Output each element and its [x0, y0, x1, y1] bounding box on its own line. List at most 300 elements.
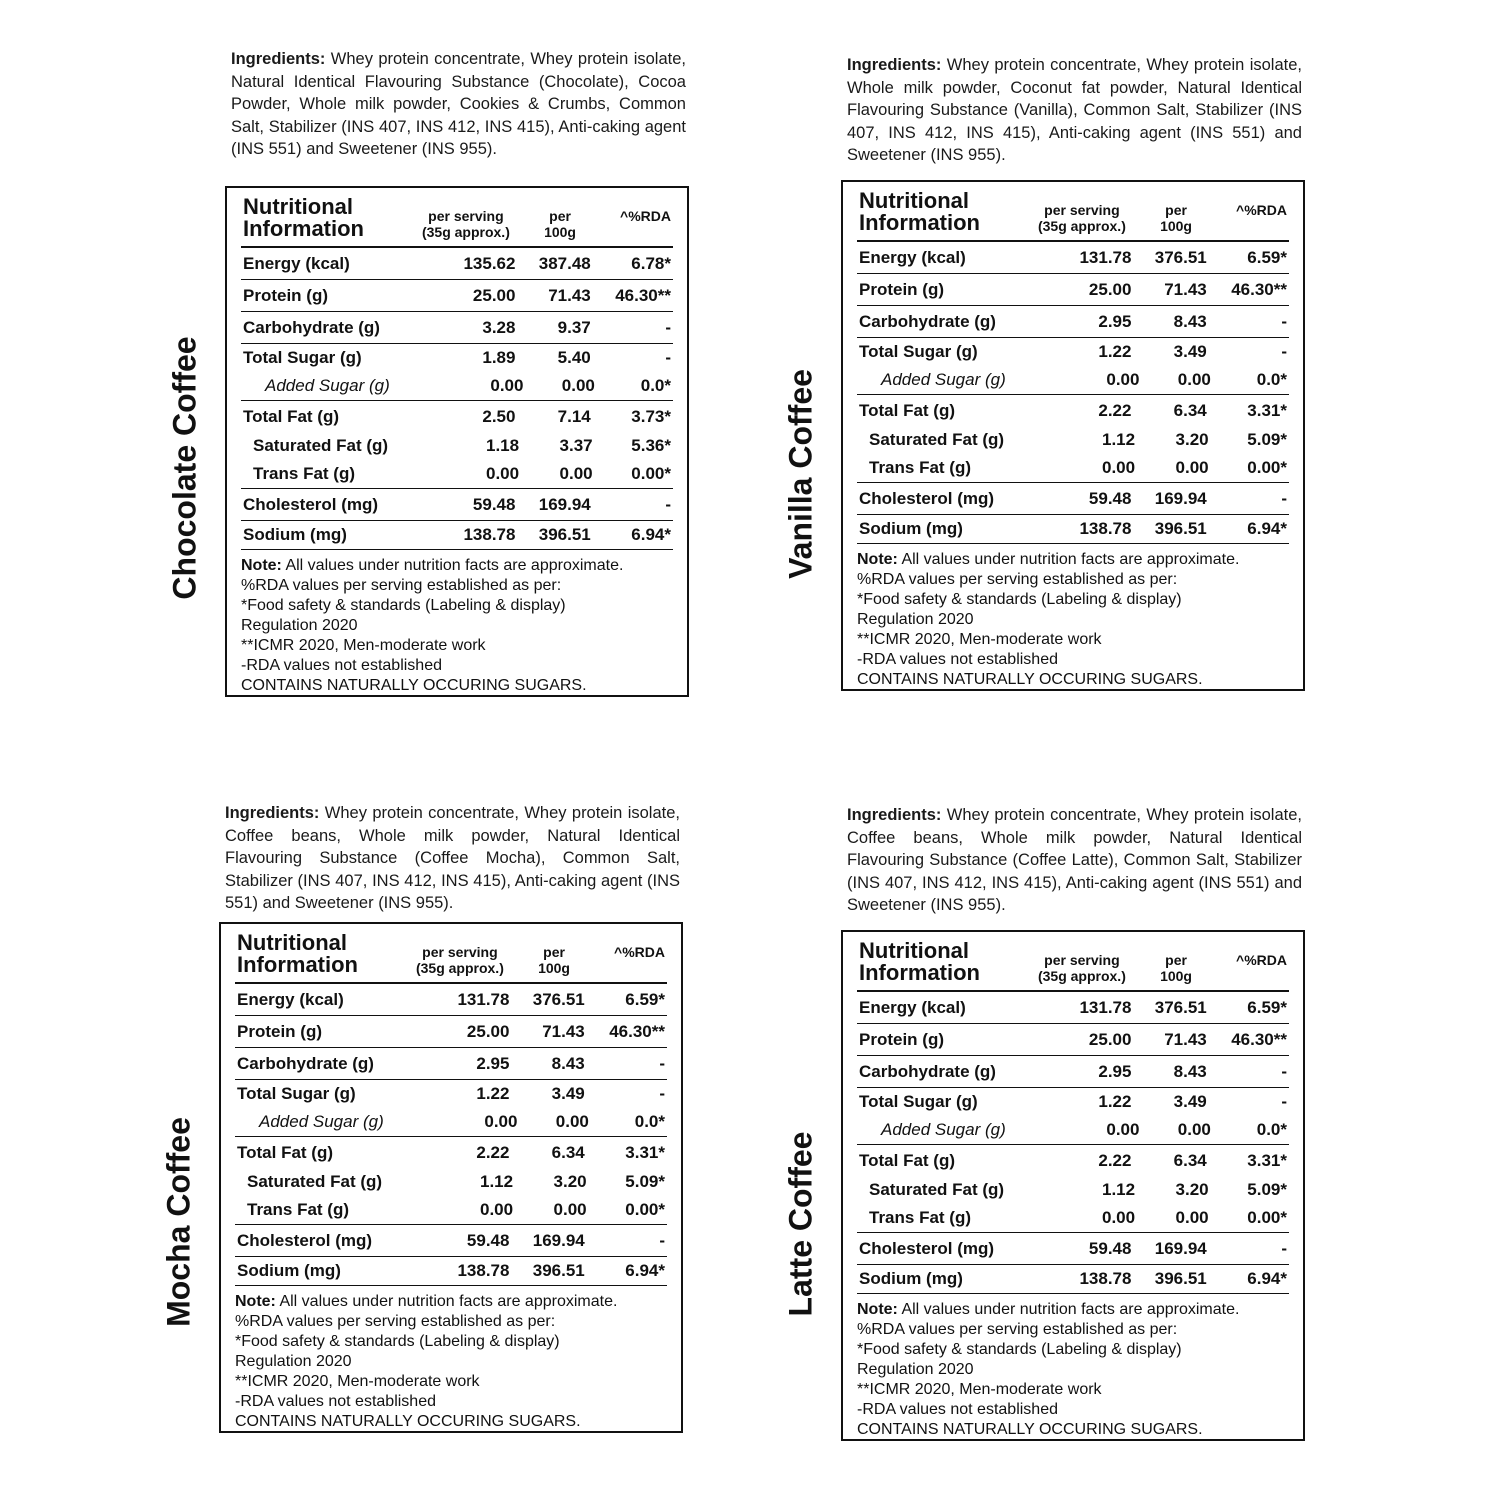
per-100g-value: 7.14	[557, 406, 591, 426]
per-100g-value: 0.00	[1177, 370, 1211, 389]
rda-value: 46.30**	[1231, 1029, 1287, 1049]
col-per-100g-line1: per	[1165, 202, 1187, 218]
nutrient-row	[857, 242, 1289, 274]
per-serving-value: 138.78	[1079, 519, 1132, 538]
nutrient-name: Cholesterol (mg)	[859, 1238, 995, 1258]
nutrient-name: Carbohydrate (g)	[243, 317, 380, 337]
col-per-serving-line2: (35g approx.)	[1037, 218, 1126, 234]
rda-value: 5.09*	[625, 1172, 665, 1191]
nutrient-row	[857, 274, 1289, 306]
nutrient-name: Added Sugar (g)	[881, 1120, 1006, 1139]
rda-value: -	[1281, 311, 1287, 331]
per-100g-value: 8.43	[1173, 311, 1207, 331]
flavour-title: Latte Coffee	[782, 1131, 819, 1317]
rda-value: 0.00*	[1247, 1208, 1287, 1227]
rda-value: 46.30**	[1231, 279, 1287, 299]
nutrient-row	[235, 984, 667, 1016]
nutrient-name: Total Sugar (g)	[243, 348, 362, 367]
per-100g-value: 3.20	[553, 1172, 587, 1191]
nutrient-name: Added Sugar (g)	[881, 370, 1006, 389]
nutrient-row	[857, 426, 1289, 454]
per-100g-value: 376.51	[1154, 247, 1207, 267]
nutrient-name: Protein (g)	[859, 279, 944, 299]
nutrient-name: Energy (kcal)	[859, 247, 966, 267]
nutrient-row	[857, 1056, 1289, 1088]
per-serving-value: 1.22	[1098, 1092, 1132, 1111]
note-line: %RDA values per serving established as per:	[235, 1313, 556, 1330]
per-serving-value: 135.62	[463, 253, 516, 273]
nutrition-table	[225, 186, 689, 697]
per-100g-value: 396.51	[1154, 1269, 1207, 1288]
nutrient-row	[235, 1196, 667, 1225]
per-100g-value: 71.43	[542, 1021, 585, 1041]
nutrient-name: Energy (kcal)	[859, 997, 966, 1017]
per-100g-value: 3.49	[1173, 342, 1207, 361]
notes	[857, 1300, 1289, 1440]
ingredients-list: Whey protein concentrate, Whey protein isolate, Coffee beans, Whole milk powder, Natural Identical Flavouring Substance (Coffee Latte), Common Salt, Stabilizer (INS 407, INS 412, INS 415), Anti-caking agent (INS 551) and Sweetener (INS 955).	[847, 806, 1302, 914]
nutrient-name: Cholesterol (mg)	[859, 488, 995, 508]
ingredients-list: Whey protein concentrate, Whey protein isolate, Whole milk powder, Coconut fat powder, Natural Identical Flavouring Substance (Vanilla), Common Salt, Stabilizer (INS 407, INS 412, INS 415), Anti-caking agent (INS 551) and Sweetener (INS 955).	[847, 56, 1302, 164]
col-per-100g-line2: 100g	[538, 960, 570, 976]
note-text: All values under nutrition facts are approximate.	[897, 551, 1240, 568]
rda-value: 6.78*	[631, 253, 671, 273]
col-per-100g-line1: per	[549, 208, 571, 224]
col-per-serving-line1: per serving	[1044, 202, 1120, 218]
per-100g-value: 387.48	[538, 253, 591, 273]
rda-value: -	[1281, 1092, 1287, 1111]
col-per-serving-line2: (35g approx.)	[1037, 968, 1126, 984]
nutrient-row	[857, 1176, 1289, 1204]
nutrient-name: Energy (kcal)	[243, 253, 350, 273]
note-line: Regulation 2020	[241, 617, 358, 634]
rda-value: 0.0*	[640, 376, 671, 395]
table-title	[859, 190, 1027, 234]
rda-value: 3.31*	[1247, 1150, 1287, 1170]
nutrition-table	[841, 930, 1305, 1441]
rda-value: -	[1281, 342, 1287, 361]
nutrition-panel	[776, 54, 1416, 734]
ingredients-text	[231, 48, 686, 161]
nutrition-table	[219, 922, 683, 1433]
rda-value: 0.0*	[634, 1112, 665, 1131]
rda-value: 5.36*	[631, 436, 671, 455]
rda-value: 6.94*	[1247, 519, 1287, 538]
per-serving-value: 59.48	[1088, 1238, 1132, 1258]
flavour-title: Mocha Coffee	[160, 1117, 197, 1327]
per-serving-value: 131.78	[1079, 997, 1132, 1017]
per-serving-value: 3.28	[482, 317, 516, 337]
note-line: *Food safety & standards (Labeling & display)	[235, 1333, 560, 1350]
table-header	[241, 192, 673, 248]
nutrient-name: Total Fat (g)	[237, 1142, 333, 1162]
rda-value: 6.94*	[625, 1261, 665, 1280]
col-per-serving	[1027, 952, 1136, 984]
rda-value: 0.0*	[1256, 370, 1287, 389]
rda-value: 6.59*	[1247, 997, 1287, 1017]
nutrient-name: Carbohydrate (g)	[859, 311, 996, 331]
nutrient-name: Protein (g)	[237, 1021, 322, 1041]
nutrient-name: Carbohydrate (g)	[237, 1053, 374, 1073]
rda-value: 0.00*	[631, 464, 671, 483]
table-title-line1: Nutritional	[859, 188, 969, 213]
note-label: Note:	[857, 1301, 898, 1318]
col-per-serving-line1: per serving	[428, 208, 504, 224]
nutrient-row	[235, 1137, 667, 1168]
per-100g-value: 0.00	[555, 1112, 589, 1131]
nutrient-row	[235, 1225, 667, 1257]
nutrient-row	[241, 432, 673, 460]
flavour-title-wrap	[160, 198, 210, 738]
nutrient-name: Energy (kcal)	[237, 989, 344, 1009]
note-line: %RDA values per serving established as per:	[857, 571, 1178, 588]
nutrient-name: Protein (g)	[859, 1029, 944, 1049]
rda-value: 46.30**	[615, 285, 671, 305]
per-100g-value: 376.51	[1154, 997, 1207, 1017]
rda-value: 3.31*	[625, 1142, 665, 1162]
nutrient-row	[241, 280, 673, 312]
per-serving-value: 2.22	[1098, 400, 1132, 420]
note-line: **ICMR 2020, Men-moderate work	[857, 631, 1102, 648]
per-100g-value: 8.43	[551, 1053, 585, 1073]
note-line: CONTAINS NATURALLY OCCURING SUGARS.	[857, 671, 1203, 688]
table-title	[243, 196, 411, 240]
nutrient-row	[857, 483, 1289, 515]
nutrient-name: Sodium (mg)	[243, 525, 347, 544]
per-100g-value: 376.51	[532, 989, 585, 1009]
col-per-100g-line2: 100g	[1160, 968, 1192, 984]
col-rda-label: ^%RDA	[1236, 202, 1287, 218]
note-label: Note:	[857, 551, 898, 568]
per-100g-value: 6.34	[1173, 400, 1207, 420]
col-per-serving-line2: (35g approx.)	[421, 224, 510, 240]
per-serving-value: 0.00	[485, 464, 520, 483]
nutrient-name: Sodium (mg)	[859, 519, 963, 538]
nutrient-name: Sodium (mg)	[859, 1269, 963, 1288]
note-line: -RDA values not established	[235, 1393, 436, 1410]
col-per-100g	[1136, 202, 1215, 234]
note-line: **ICMR 2020, Men-moderate work	[241, 637, 486, 654]
col-per-serving	[411, 208, 520, 240]
nutrition-panel	[160, 48, 800, 728]
note-first-line	[241, 556, 673, 576]
flavour-title-wrap	[154, 952, 204, 1492]
note-line: -RDA values not established	[241, 657, 442, 674]
nutrient-name: Cholesterol (mg)	[237, 1230, 373, 1250]
table-title-line2: Information	[237, 952, 358, 977]
note-line: *Food safety & standards (Labeling & display)	[857, 1341, 1182, 1358]
table-title	[859, 940, 1027, 984]
per-serving-value: 1.12	[479, 1172, 514, 1191]
nutrient-row	[235, 1168, 667, 1196]
col-per-100g-line1: per	[1165, 952, 1187, 968]
per-serving-value: 131.78	[457, 989, 510, 1009]
note-line: CONTAINS NATURALLY OCCURING SUGARS.	[235, 1413, 581, 1430]
note-line: **ICMR 2020, Men-moderate work	[235, 1373, 480, 1390]
per-serving-value: 25.00	[466, 1021, 510, 1041]
note-first-line	[235, 1292, 667, 1312]
nutrient-row	[857, 1116, 1289, 1145]
rda-value: 3.73*	[631, 406, 671, 426]
per-100g-value: 169.94	[532, 1230, 585, 1250]
per-100g-value: 3.20	[1175, 1180, 1209, 1199]
col-rda	[1216, 952, 1287, 984]
nutrient-row	[235, 1108, 667, 1137]
per-serving-value: 2.95	[1098, 1061, 1132, 1081]
per-serving-value: 1.22	[476, 1084, 510, 1103]
nutrient-row	[235, 1080, 667, 1108]
col-rda-label: ^%RDA	[614, 944, 665, 960]
rda-value: -	[659, 1084, 665, 1103]
rda-value: 0.00*	[625, 1200, 665, 1219]
nutrient-name: Sodium (mg)	[237, 1261, 341, 1280]
note-line: *Food safety & standards (Labeling & display)	[241, 597, 566, 614]
nutrient-row	[241, 248, 673, 280]
per-serving-value: 2.22	[1098, 1150, 1132, 1170]
rda-value: 0.0*	[1256, 1120, 1287, 1139]
ingredients-label: Ingredients:	[847, 56, 942, 74]
nutrient-row	[857, 366, 1289, 395]
per-serving-value: 0.00	[1101, 1208, 1136, 1227]
note-first-line	[857, 550, 1289, 570]
note-line: **ICMR 2020, Men-moderate work	[857, 1381, 1102, 1398]
col-per-serving-line1: per serving	[422, 944, 498, 960]
per-100g-value: 8.43	[1173, 1061, 1207, 1081]
per-serving-value: 2.50	[482, 406, 516, 426]
nutrient-row	[857, 1145, 1289, 1176]
col-rda	[1216, 202, 1287, 234]
rda-value: -	[659, 1230, 665, 1250]
rda-value: -	[665, 317, 671, 337]
rda-value: 6.94*	[631, 525, 671, 544]
col-per-100g-line2: 100g	[544, 224, 576, 240]
nutrient-name: Trans Fat (g)	[869, 1208, 972, 1227]
note-line: *Food safety & standards (Labeling & display)	[857, 591, 1182, 608]
ingredients-list: Whey protein concentrate, Whey protein isolate, Coffee beans, Whole milk powder, Natural Identical Flavouring Substance (Coffee Mocha), Common Salt, Stabilizer (INS 407, INS 412, INS 415), Anti-caking agent (INS 551) and Sweetener (INS 955).	[225, 804, 680, 912]
ingredients-label: Ingredients:	[225, 804, 320, 822]
per-serving-value: 2.22	[476, 1142, 510, 1162]
per-serving-value: 1.89	[482, 348, 516, 367]
nutrient-row	[857, 395, 1289, 426]
col-per-100g	[514, 944, 593, 976]
per-serving-value: 0.00	[1106, 370, 1140, 389]
note-line: Regulation 2020	[857, 611, 974, 628]
rda-value: 5.09*	[1247, 430, 1287, 449]
nutrient-name: Cholesterol (mg)	[243, 494, 379, 514]
col-per-100g	[1136, 952, 1215, 984]
nutrient-row	[857, 1233, 1289, 1265]
per-100g-value: 71.43	[1164, 1029, 1207, 1049]
table-title-line2: Information	[859, 210, 980, 235]
ingredients-text	[847, 804, 1302, 917]
per-serving-value: 138.78	[457, 1261, 510, 1280]
nutrient-row	[241, 344, 673, 372]
per-serving-value: 1.12	[1101, 430, 1136, 449]
nutrient-name: Trans Fat (g)	[869, 458, 972, 477]
nutrient-name: Protein (g)	[243, 285, 328, 305]
note-text: All values under nutrition facts are approximate.	[275, 1293, 618, 1310]
note-text: All values under nutrition facts are approximate.	[897, 1301, 1240, 1318]
per-serving-value: 25.00	[1088, 1029, 1132, 1049]
per-100g-value: 71.43	[1164, 279, 1207, 299]
per-100g-value: 0.00	[559, 464, 593, 483]
ingredients-label: Ingredients:	[847, 806, 942, 824]
rda-value: -	[1281, 488, 1287, 508]
col-per-100g	[520, 208, 599, 240]
per-serving-value: 0.00	[490, 376, 524, 395]
nutrient-name: Added Sugar (g)	[265, 376, 390, 395]
nutrient-row	[857, 515, 1289, 544]
per-serving-value: 138.78	[1079, 1269, 1132, 1288]
col-per-serving	[405, 944, 514, 976]
table-header	[235, 928, 667, 984]
table-header	[857, 186, 1289, 242]
notes	[857, 550, 1289, 690]
note-line: CONTAINS NATURALLY OCCURING SUGARS.	[241, 677, 587, 694]
per-serving-value: 1.12	[1101, 1180, 1136, 1199]
col-rda-label: ^%RDA	[620, 208, 671, 224]
table-title-line2: Information	[859, 960, 980, 985]
note-line: Regulation 2020	[857, 1361, 974, 1378]
col-per-serving	[1027, 202, 1136, 234]
ingredients-list: Whey protein concentrate, Whey protein isolate, Natural Identical Flavouring Substance (Chocolate), Cocoa Powder, Whole milk powder, Cookies & Crumbs, Common Salt, Stabilizer (INS 407, INS 412, INS 415), Anti-caking agent (INS 551) and Sweetener (INS 955).	[231, 50, 686, 158]
per-serving-value: 2.95	[476, 1053, 510, 1073]
nutrient-name: Carbohydrate (g)	[859, 1061, 996, 1081]
per-serving-value: 1.22	[1098, 342, 1132, 361]
nutrient-name: Saturated Fat (g)	[869, 1180, 1005, 1199]
rda-value: -	[665, 348, 671, 367]
nutrition-panel	[776, 804, 1416, 1484]
per-100g-value: 0.00	[1175, 1208, 1209, 1227]
nutrient-row	[857, 1204, 1289, 1233]
rda-value: 6.94*	[1247, 1269, 1287, 1288]
nutrient-row	[857, 1265, 1289, 1294]
ingredients-label: Ingredients:	[231, 50, 326, 68]
per-serving-value: 2.95	[1098, 311, 1132, 331]
per-100g-value: 3.20	[1175, 430, 1209, 449]
table-title-line1: Nutritional	[859, 938, 969, 963]
per-100g-value: 169.94	[1154, 488, 1207, 508]
rda-value: 6.59*	[625, 989, 665, 1009]
per-100g-value: 3.37	[559, 436, 593, 455]
per-100g-value: 6.34	[1173, 1150, 1207, 1170]
rda-value: -	[659, 1053, 665, 1073]
nutrient-name: Saturated Fat (g)	[253, 436, 389, 455]
note-label: Note:	[241, 557, 282, 574]
per-100g-value: 3.49	[1173, 1092, 1207, 1111]
rda-value: 6.59*	[1247, 247, 1287, 267]
col-per-100g-line2: 100g	[1160, 218, 1192, 234]
rda-value: -	[1281, 1238, 1287, 1258]
notes	[241, 556, 673, 696]
per-100g-value: 0.00	[561, 376, 595, 395]
rda-value: -	[1281, 1061, 1287, 1081]
nutrient-row	[235, 1257, 667, 1286]
per-serving-value: 0.00	[1101, 458, 1136, 477]
per-100g-value: 396.51	[1154, 519, 1207, 538]
col-per-100g-line1: per	[543, 944, 565, 960]
note-label: Note:	[235, 1293, 276, 1310]
note-line: -RDA values not established	[857, 1401, 1058, 1418]
nutrient-name: Total Sugar (g)	[859, 1092, 978, 1111]
note-text: All values under nutrition facts are approximate.	[281, 557, 624, 574]
per-serving-value: 1.18	[485, 436, 520, 455]
flavour-title-wrap	[776, 954, 826, 1494]
ingredients-text	[847, 54, 1302, 167]
nutrient-name: Total Fat (g)	[243, 406, 339, 426]
nutrient-name: Total Sugar (g)	[237, 1084, 356, 1103]
per-serving-value: 25.00	[1088, 279, 1132, 299]
per-100g-value: 0.00	[1177, 1120, 1211, 1139]
nutrient-row	[235, 1048, 667, 1080]
nutrient-row	[241, 460, 673, 489]
per-100g-value: 396.51	[532, 1261, 585, 1280]
table-title-line1: Nutritional	[237, 930, 347, 955]
nutrient-name: Total Fat (g)	[859, 400, 955, 420]
rda-value: 3.31*	[1247, 400, 1287, 420]
nutrient-row	[241, 401, 673, 432]
nutrient-row	[857, 454, 1289, 483]
rda-value: 0.00*	[1247, 458, 1287, 477]
per-100g-value: 169.94	[1154, 1238, 1207, 1258]
note-line: CONTAINS NATURALLY OCCURING SUGARS.	[857, 1421, 1203, 1438]
note-line: %RDA values per serving established as per:	[857, 1321, 1178, 1338]
per-serving-value: 0.00	[484, 1112, 518, 1131]
rda-value: 5.09*	[1247, 1180, 1287, 1199]
per-100g-value: 9.37	[557, 317, 591, 337]
notes	[235, 1292, 667, 1432]
nutrient-name: Trans Fat (g)	[253, 464, 356, 483]
ingredients-text	[225, 802, 680, 915]
per-100g-value: 0.00	[553, 1200, 587, 1219]
nutrient-row	[857, 1088, 1289, 1116]
nutrient-row	[857, 992, 1289, 1024]
rda-value: 46.30**	[609, 1021, 665, 1041]
table-header	[857, 936, 1289, 992]
nutrient-row	[241, 372, 673, 401]
per-serving-value: 138.78	[463, 525, 516, 544]
note-line: -RDA values not established	[857, 651, 1058, 668]
note-line: %RDA values per serving established as per:	[241, 577, 562, 594]
nutrient-row	[241, 521, 673, 550]
per-100g-value: 396.51	[538, 525, 591, 544]
per-100g-value: 71.43	[548, 285, 591, 305]
col-rda	[600, 208, 671, 240]
note-first-line	[857, 1300, 1289, 1320]
nutrient-name: Total Fat (g)	[859, 1150, 955, 1170]
nutrient-row	[857, 306, 1289, 338]
per-100g-value: 3.49	[551, 1084, 585, 1103]
col-rda-label: ^%RDA	[1236, 952, 1287, 968]
nutrition-panel	[154, 802, 794, 1482]
per-serving-value: 59.48	[1088, 488, 1132, 508]
per-100g-value: 6.34	[551, 1142, 585, 1162]
per-serving-value: 25.00	[472, 285, 516, 305]
per-100g-value: 169.94	[538, 494, 591, 514]
nutrient-row	[857, 1024, 1289, 1056]
per-100g-value: 5.40	[557, 348, 591, 367]
nutrient-name: Added Sugar (g)	[259, 1112, 384, 1131]
flavour-title-wrap	[776, 204, 826, 744]
nutrient-row	[241, 489, 673, 521]
per-serving-value: 59.48	[472, 494, 516, 514]
per-serving-value: 59.48	[466, 1230, 510, 1250]
per-serving-value: 0.00	[479, 1200, 514, 1219]
nutrient-name: Saturated Fat (g)	[869, 430, 1005, 449]
rda-value: -	[665, 494, 671, 514]
nutrient-name: Saturated Fat (g)	[247, 1172, 383, 1191]
table-title	[237, 932, 405, 976]
col-per-serving-line2: (35g approx.)	[415, 960, 504, 976]
